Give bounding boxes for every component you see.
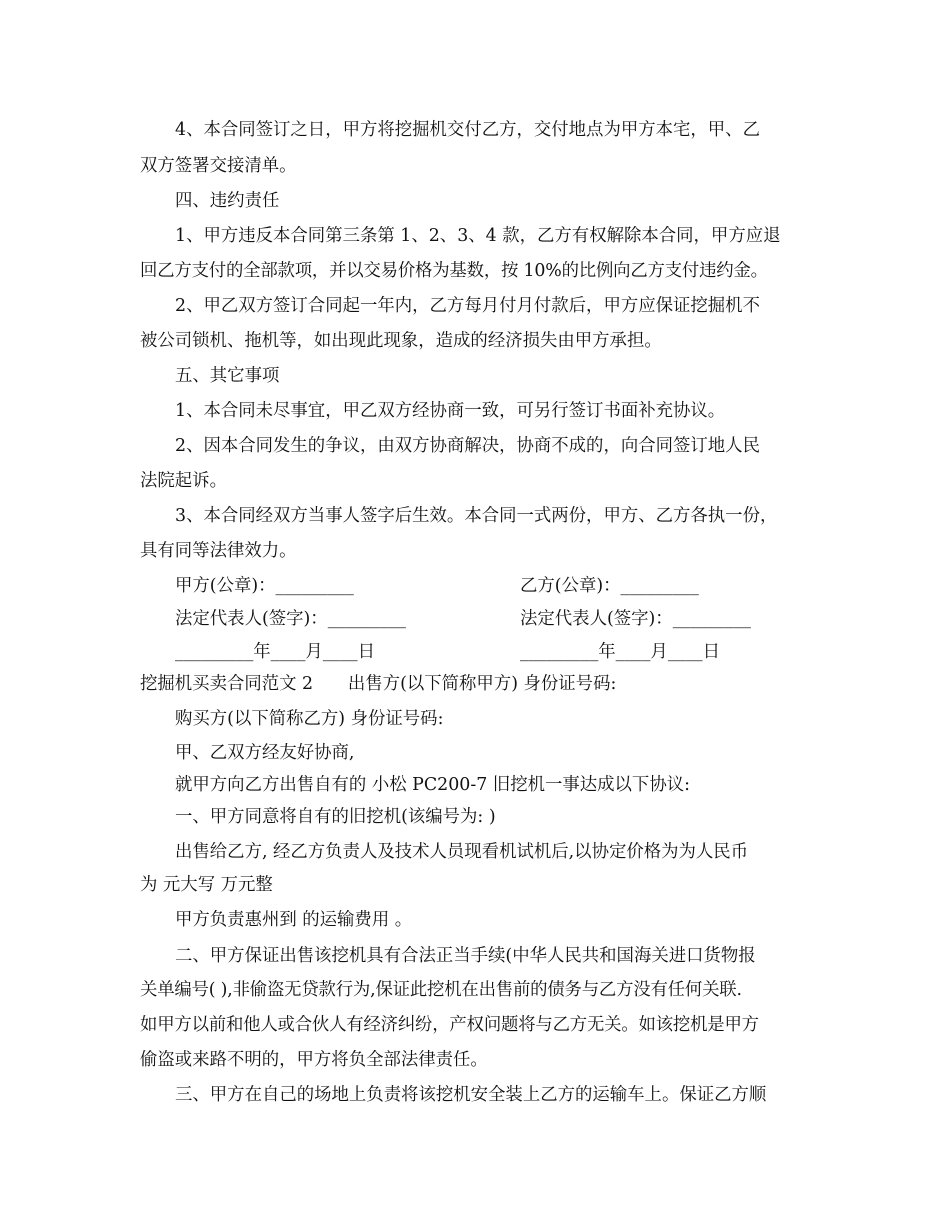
other-clause-1: 1、本合同未尽事宜，甲乙双方经协商一致，可另行签订书面补充协议。 bbox=[175, 401, 726, 421]
clause-two-cont-2: 如甲方以前和他人或合伙人有经济纠纷，产权问题将与乙方无关。如该挖机是甲方 bbox=[140, 1015, 759, 1035]
clause-one-sale: 出售给乙方, 经乙方负责人及技术人员现看机试机后,以协定价格为为人民币 bbox=[175, 842, 749, 862]
party-b-date: _________年____月____日 bbox=[520, 642, 720, 662]
agreement-intro: 就甲方向乙方出售自有的 小松 PC200-7 旧挖机一事达成以下协议: bbox=[175, 775, 690, 795]
contract-2-title-seller: 挖掘机买卖合同范文 2 出售方(以下简称甲方) 身份证号码: bbox=[140, 674, 617, 694]
transport-cost-line: 甲方负责惠州到 的运输费用 。 bbox=[175, 910, 413, 930]
other-clause-3-cont: 具有同等法律效力。 bbox=[140, 541, 297, 561]
other-clause-3: 3、本合同经双方当事人签字后生效。本合同一式两份，甲方、乙方各执一份， bbox=[175, 506, 778, 526]
party-b-seal: 乙方(公章)：_________ bbox=[520, 576, 699, 596]
liability-clause-2-cont: 被公司锁机、拖机等，如出现此现象，造成的经济损失由甲方承担。 bbox=[140, 331, 662, 351]
clause-two: 二、甲方保证出售该挖机具有合法正当手续(中华人民共和国海关进口货物报 bbox=[175, 946, 756, 966]
other-clause-2-cont: 法院起诉。 bbox=[140, 471, 227, 491]
section-heading-other: 五、其它事项 bbox=[175, 366, 280, 386]
clause-4-delivery: 4、本合同签订之日，甲方将挖掘机交付乙方，交付地点为甲方本宅，甲、乙 bbox=[175, 120, 760, 140]
clause-one: 一、甲方同意将自有的旧挖机(该编号为: ) bbox=[175, 807, 496, 827]
liability-clause-1-cont: 回乙方支付的全部款项，并以交易价格为基数，按 10%的比例向乙方支付违约金。 bbox=[140, 261, 768, 281]
consultation-line: 甲、乙双方经友好协商, bbox=[175, 743, 355, 763]
clause-one-price: 为 元大写 万元整 bbox=[140, 875, 273, 895]
clause-three: 三、甲方在自己的场地上负责将该挖机安全装上乙方的运输车上。保证乙方顺 bbox=[175, 1085, 767, 1105]
party-b-representative: 法定代表人(签字)：_________ bbox=[520, 609, 751, 629]
other-clause-2: 2、因本合同发生的争议，由双方协商解决，协商不成的，向合同签订地人民 bbox=[175, 436, 760, 456]
liability-clause-2: 2、甲乙双方签订合同起一年内，乙方每月付月付款后，甲方应保证挖掘机不 bbox=[175, 296, 760, 316]
buyer-line: 购买方(以下简称乙方) 身份证号码: bbox=[175, 709, 444, 729]
party-a-date: _________年____月____日 bbox=[175, 642, 375, 662]
clause-4-delivery-cont: 双方签署交接清单。 bbox=[140, 156, 297, 176]
party-a-seal: 甲方(公章)：_________ bbox=[175, 576, 354, 596]
liability-clause-1: 1、甲方违反本合同第三条第 1、2、3、4 款，乙方有权解除本合同，甲方应退 bbox=[175, 226, 781, 246]
section-heading-liability: 四、违约责任 bbox=[175, 191, 280, 211]
clause-two-cont-1: 关单编号( ),非偷盗无贷款行为,保证此挖机在出售前的债务与乙方没有任何关联. bbox=[140, 980, 742, 1000]
party-a-representative: 法定代表人(签字)：_________ bbox=[175, 609, 406, 629]
clause-two-cont-3: 偷盗或来路不明的，甲方将负全部法律责任。 bbox=[140, 1050, 488, 1070]
